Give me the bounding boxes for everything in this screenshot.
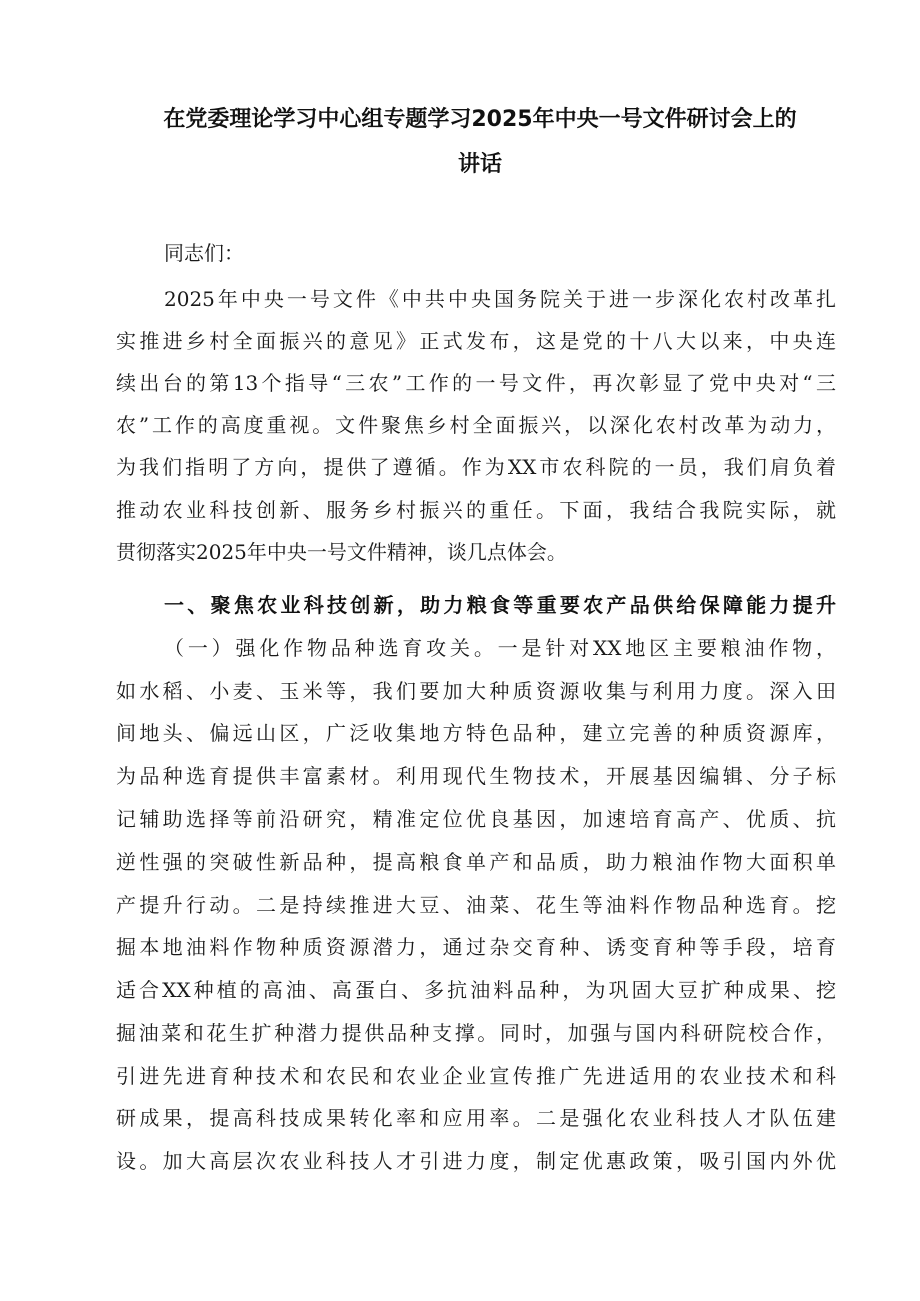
body-line: 设。加大高层次农业科技人才引进力度，制定优惠政策，吸引国内外优 bbox=[116, 1149, 836, 1173]
body-line: 逆性强的突破性新品种，提高粮食单产和品质，助力粮油作物大面积单 bbox=[116, 850, 836, 874]
document-title-line-1: 在党委理论学习中心组专题学习2025年中央一号文件研讨会上的 bbox=[163, 107, 797, 132]
body-line: 记辅助选择等前沿研究，精准定位优良基因，加速培育高产、优质、抗 bbox=[116, 807, 836, 831]
intro-line: 2025年中央一号文件《中共中央国务院关于进一步深化农村改革扎 bbox=[164, 287, 836, 311]
body-line: 如水稻、小麦、玉米等，我们要加大种质资源收集与利用力度。深入田 bbox=[116, 679, 836, 703]
body-line: 研成果，提高科技成果转化率和应用率。二是强化农业科技人才队伍建 bbox=[116, 1106, 836, 1130]
intro-line: 实推进乡村全面振兴的意见》正式发布，这是党的十八大以来，中央连 bbox=[116, 329, 836, 353]
section-heading: 一、聚焦农业科技创新，助力粮食等重要农产品供给保障能力提升 bbox=[164, 593, 836, 617]
document-title-line-2: 讲话 bbox=[457, 152, 502, 177]
intro-line: 推动农业科技创新、服务乡村振兴的重任。下面，我结合我院实际，就 bbox=[116, 498, 836, 522]
body-line: 产提升行动。二是持续推进大豆、油菜、花生等油料作物品种选育。挖 bbox=[116, 893, 836, 917]
body-line: 间地头、偏远山区，广泛收集地方特色品种，建立完善的种质资源库， bbox=[116, 721, 836, 745]
intro-line: 农”工作的高度重视。文件聚焦乡村全面振兴，以深化农村改革为动力， bbox=[116, 413, 836, 437]
body-line: 掘本地油料作物种质资源潜力，通过杂交育种、诱变育种等手段，培育 bbox=[116, 935, 836, 959]
body-line: 引进先进育种技术和农民和农业企业宣传推广先进适用的农业技术和科 bbox=[116, 1064, 836, 1088]
body-line: （一）强化作物品种选育攻关。一是针对XX地区主要粮油作物， bbox=[164, 636, 836, 660]
intro-line: 为我们指明了方向，提供了遵循。作为XX市农科院的一员，我们肩负着 bbox=[116, 455, 836, 479]
body-line: 适合XX种植的高油、高蛋白、多抗油料品种，为巩固大豆扩种成果、挖 bbox=[116, 978, 836, 1002]
body-line: 掘油菜和花生扩种潜力提供品种支撑。同时，加强与国内科研院校合作， bbox=[116, 1021, 836, 1045]
salutation: 同志们： bbox=[164, 241, 244, 265]
body-line: 为品种选育提供丰富素材。利用现代生物技术，开展基因编辑、分子标 bbox=[116, 764, 836, 788]
intro-line: 贯彻落实2025年中央一号文件精神，谈几点体会。 bbox=[116, 540, 567, 564]
intro-line: 续出台的第13个指导“三农”工作的一号文件，再次彰显了党中央对“三 bbox=[116, 371, 836, 395]
